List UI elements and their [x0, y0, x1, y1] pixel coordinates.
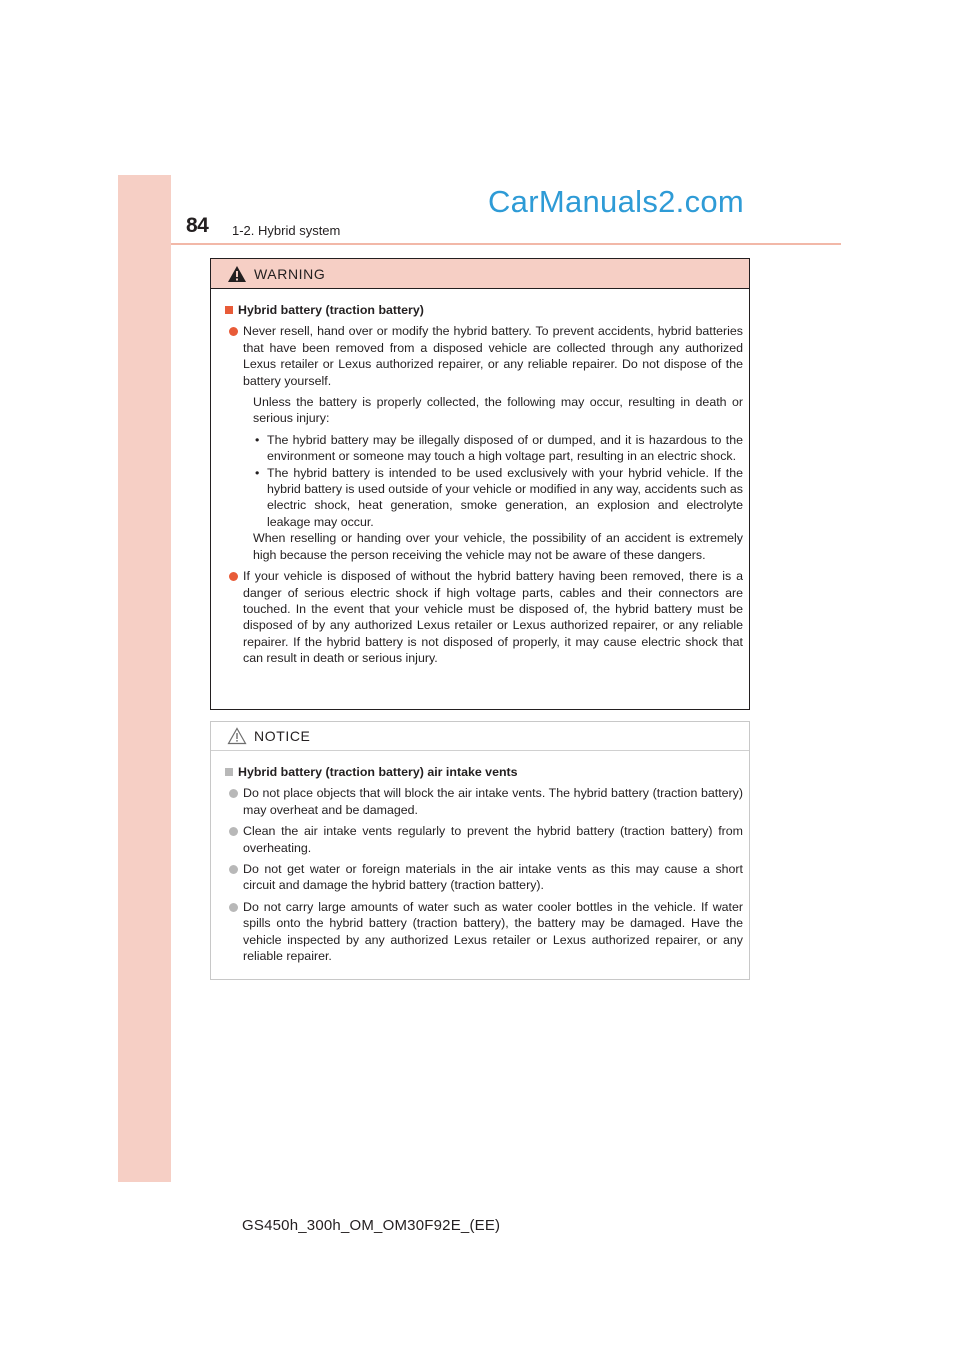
notice-bullet-2 [225, 823, 743, 856]
notice-bullet-2-text: Clean the air intake vents regularly to prevent the hybrid battery (traction battery) from overheating. [243, 824, 743, 855]
notice-bullet-4 [225, 899, 743, 965]
warning-sub-1 [255, 432, 743, 465]
circle-bullet-icon [229, 903, 238, 912]
circle-bullet-icon [229, 827, 238, 836]
circle-bullet-icon [229, 327, 238, 336]
notice-box [210, 721, 750, 980]
notice-heading-text: Hybrid battery (traction battery) air intake vents [238, 765, 518, 779]
section-title: 1-2. Hybrid system [232, 223, 341, 238]
warning-para-1: Unless the battery is properly collected, the following may occur, resulting in death or serious injury: [253, 395, 743, 426]
circle-bullet-icon [229, 572, 238, 581]
warning-box [210, 258, 750, 710]
dot-marker-icon: • [255, 465, 260, 480]
square-bullet-icon [225, 306, 233, 314]
notice-title: NOTICE [254, 728, 311, 744]
side-band [118, 175, 171, 1182]
warning-bullet-1 [225, 323, 743, 389]
warning-sub-2 [255, 465, 743, 531]
circle-bullet-icon [229, 789, 238, 798]
notice-bullet-1 [225, 785, 743, 818]
document-code: GS450h_300h_OM_OM30F92E_(EE) [242, 1217, 501, 1234]
warning-sub-1-text: The hybrid battery may be illegally disposed of or dumped, and it is hazardous to the environment or someone may touch a high voltage part, resulting in an electric shock. [267, 432, 743, 464]
dot-marker-icon: • [255, 432, 260, 447]
notice-bullet-3 [225, 861, 743, 894]
page-number: 84 [186, 214, 209, 237]
square-bullet-icon [225, 768, 233, 776]
caution-icon [227, 727, 247, 745]
warning-icon [227, 265, 247, 283]
warning-body [211, 289, 749, 667]
circle-bullet-icon [229, 865, 238, 874]
warning-bullet-1-text: Never resell, hand over or modify the hybrid battery. To prevent accidents, hybrid batteries that have been removed from a disposed vehicle are collected through any authorized Lexus retailer or Lexus authorized repairer, or any reliable repairer. Do not dispose of the battery yourself. [243, 324, 743, 388]
notice-bullet-4-text: Do not carry large amounts of water such as water cooler bottles in the vehicle. If water spills onto the hybrid battery (traction battery), the battery may be damaged. Have the vehicle inspected by any authorized Lexus retailer or Lexus authorized repairer, or any reliable repairer. [243, 899, 743, 964]
warning-heading-text: Hybrid battery (traction battery) [238, 303, 424, 317]
notice-body [211, 751, 749, 964]
warning-title: WARNING [254, 265, 326, 282]
header-rule [171, 243, 841, 245]
warning-header [211, 259, 749, 289]
warning-heading [225, 302, 743, 318]
warning-sub-2-text: The hybrid battery is intended to be used exclusively with your hybrid vehicle. If the hybrid battery is used outside of your vehicle or modified in any way, accidents such as electric shock, heat generation, smoke generation, an explosion and electrolyte leakage may occur. [267, 465, 743, 529]
notice-bullet-3-text: Do not get water or foreign materials in the air intake vents as this may cause a short circuit and damage the hybrid battery (traction battery). [243, 862, 743, 893]
notice-bullet-1-text: Do not place objects that will block the air intake vents. The hybrid battery (traction battery) may overheat and be damaged. [243, 786, 743, 817]
notice-heading [225, 764, 743, 780]
watermark-logo: CarManuals2.com [488, 184, 745, 219]
warning-para-2: When reselling or handing over your vehicle, the possibility of an accident is extremely high because the person receiving the vehicle may not be aware of these dangers. [253, 531, 743, 562]
warning-bullet-2-text: If your vehicle is disposed of without the hybrid battery having been removed, there is a danger of serious electric shock if high voltage parts, cables and their connectors are touched. In the event that your vehicle must be disposed of, the hybrid battery must be disposed of by any authorized Lexus retailer or Lexus authorized repairer, or any reliable repairer. If the hybrid battery is not disposed of properly, it may cause electric shock that can result in death or serious injury. [243, 569, 743, 666]
warning-bullet-2 [225, 568, 743, 666]
notice-header [211, 722, 749, 751]
